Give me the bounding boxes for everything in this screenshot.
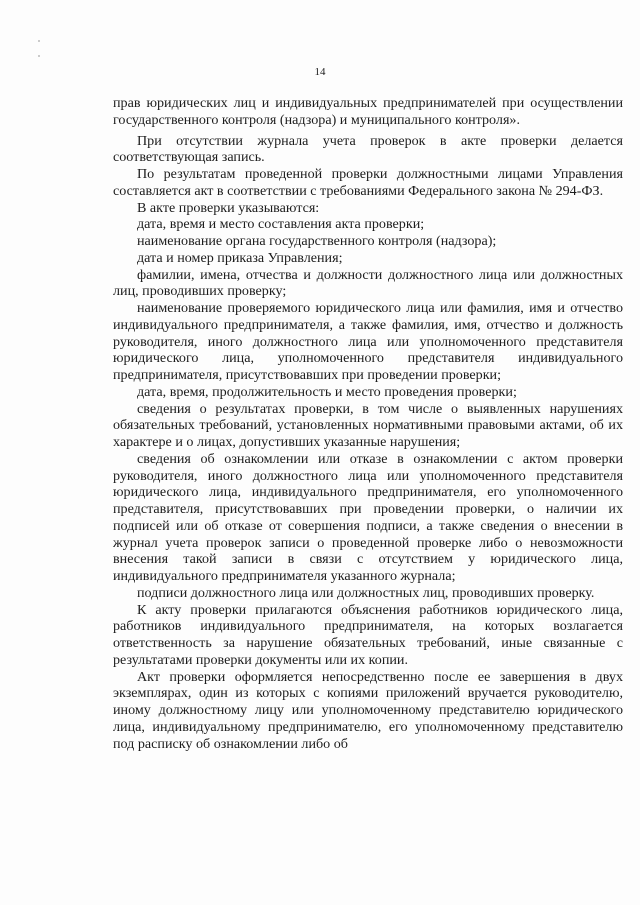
paragraph: К акту проверки прилагаются объяснения работников юридического лица, работников индивидуального предпринимателя, на которых возлагается ответственность за нарушение обязательных требований, иные связанные с результатами проверки документы или их копии. — [113, 601, 623, 668]
paragraph: При отсутствии журнала учета проверок в акте проверки делается соответствующая запись. — [113, 132, 623, 166]
paragraph: В акте проверки указываются: — [137, 199, 320, 216]
paragraph: дата, время, продолжительность и место проведения проверки; — [137, 383, 517, 400]
paragraph: дата, время и место составления акта проверки; — [137, 216, 425, 233]
paragraph: Акт проверки оформляется непосредственно после ее завершения в двух экземплярах, один из которых с копиями приложений вручается руководителю, иному должностному лицу или уполномоченному представителю юридического лица, индивидуальному предпринимателю, его уполномоченному представителю под расписку об ознакомлении либо об — [113, 668, 623, 752]
paragraph: дата и номер приказа Управления; — [137, 249, 343, 266]
paragraph: прав юридических лиц и индивидуальных предпринимателей при осуществлении государственного контроля (надзора) и муниципального контроля». — [113, 95, 623, 128]
paragraph: сведения об ознакомлении или отказе в ознакомлении с актом проверки руководителя, иного должностного лица или уполномоченного представителя юридического лица, индивидуального предпринимателя, его уполномоченного представителя, присутствовавших при проведении проверки, о наличии их подписей или об отказе от совершения подписи, а также сведения о внесении в журнал учета проверок записи о проведенной проверке либо о невозможности внесения такой записи в связи с отсутствием у юридического лица, индивидуального предпринимателя указанного журнала; — [113, 450, 623, 584]
paragraph: По результатам проведенной проверки должностными лицами Управления составляется акт в соответствии с требованиями Федерального закона № 294-ФЗ. — [113, 166, 623, 199]
scan-speck — [38, 55, 40, 57]
page-number: 14 — [314, 66, 326, 78]
paragraph: подписи должностного лица или должностных лиц, проводивших проверку. — [137, 584, 595, 601]
paragraph: наименование проверяемого юридического лица или фамилия, имя и отчество индивидуального предпринимателя, а также фамилия, имя, отчество и должность руководителя, иного должностного лица или уполномоченного представителя юридического лица, уполномоченного представителя индивидуального предпринимателя, присутствовавших при проведении проверки; — [113, 300, 623, 383]
paragraph: наименование органа государственного контроля (надзора); — [137, 233, 497, 249]
paragraph: сведения о результатах проверки, в том числе о выявленных нарушениях обязательных требований, установленных нормативными правовыми актами, об их характере и о лицах, допустивших указанные нарушения; — [113, 400, 623, 450]
paragraph: фамилии, имена, отчества и должности должностного лица или должностных лиц, проводивших проверку; — [113, 266, 623, 300]
document-body — [113, 95, 623, 752]
scan-speck — [38, 40, 40, 42]
